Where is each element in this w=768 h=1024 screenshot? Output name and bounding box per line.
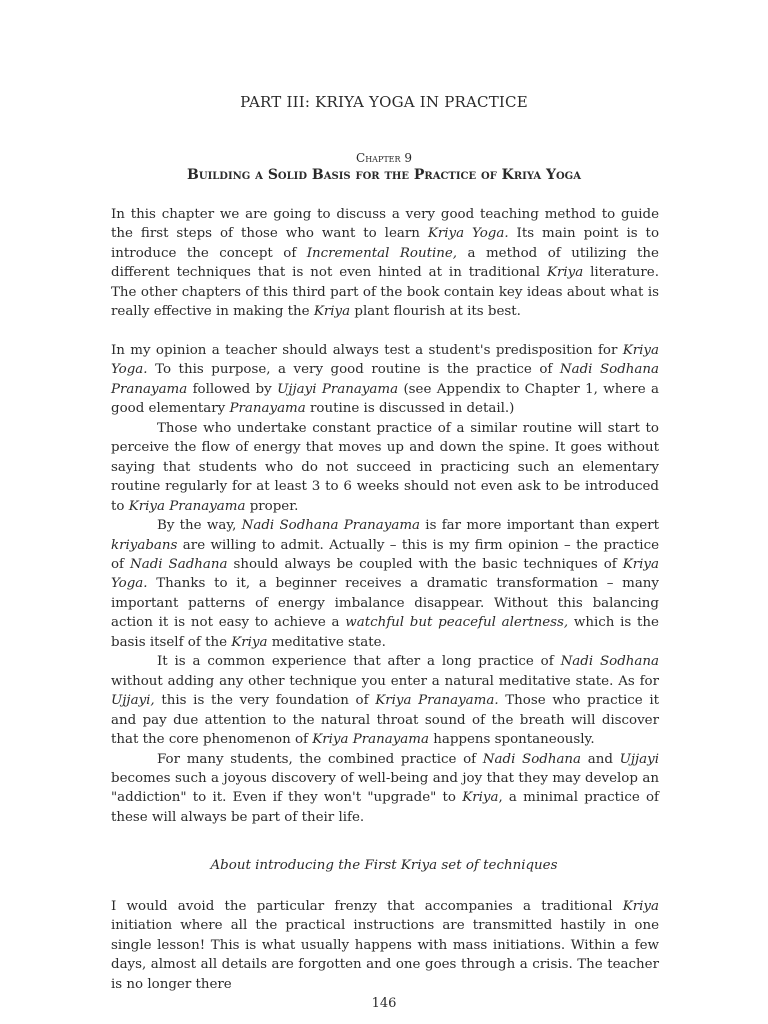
intro-paragraph-block <box>111 205 659 322</box>
italic-term: Pranayama <box>229 401 306 417</box>
paragraph: For many students, the combined practice of Nadi Sodhana and Ujjayi becomes such a joyous discovery of well-being and joy that they may develop an "addiction" to it. Even if they won't "upgrade" to Kriya, a minimal practice of these will always be part of their life. <box>111 751 659 825</box>
italic-term: Ujjayi <box>619 751 659 767</box>
italic-term: Kriya <box>313 304 351 320</box>
italic-term: Kriya <box>462 790 499 806</box>
italic-term: Kriya Pranayama <box>128 498 246 514</box>
italic-term: Kriya Pranayama. <box>375 693 499 709</box>
paragraph: By the way, Nadi Sodhana Pranayama is far more important than expert kriyabans are willing to admit. Actually – this is my firm opinion – the practice of Nadi Sadhana should always be coupled with the basic techniques of Kriya Yoga. Thanks to it, a beginner receives a dramatic transformation – many important patterns of energy imbalance disappear. Without this balancing action it is not easy to achieve a watchful but peaceful alertness, which is the basis itself of the Kriya meditative state. <box>111 518 659 650</box>
main-paragraph-block <box>111 341 659 827</box>
italic-term: Ujjayi, <box>111 693 155 709</box>
page-number: 146 <box>371 996 397 1011</box>
paragraph: Those who undertake constant practice of a similar routine will start to perceive the flow of energy that moves up and down the spine. It goes without saying that students who do not succeed in practicing such an elementary routine regularly for at least 3 to 6 weeks should not even ask to be introduced to Kriya Pranayama proper. <box>111 420 659 514</box>
italic-term: Kriya <box>231 634 268 650</box>
italic-term: Kriya Yoga. <box>111 343 659 378</box>
part-title: PART III: KRIYA YOGA IN PRACTICE <box>240 93 528 111</box>
italic-term: Kriya <box>546 265 584 281</box>
italic-term: Nadi Sadhana <box>130 556 228 572</box>
italic-term: Kriya Yoga. <box>427 226 509 242</box>
italic-term: kriyabans <box>111 537 178 553</box>
italic-term: watchful but peaceful alertness, <box>345 615 569 631</box>
paragraph: I would avoid the particular frenzy that accompanies a traditional Kriya initiation where all the practical instructions are transmitted hastily in one single lesson! This is what usually happens with mass initiations. Within a few days, almost all details are forgotten and one goes through a crisis. The teacher is no longer there <box>111 899 659 992</box>
final-paragraph-block <box>111 897 659 994</box>
italic-term: Nadi Sodhana <box>482 751 582 767</box>
chapter-label: Chapter 9 <box>356 151 412 165</box>
italic-term: Kriya <box>622 899 659 914</box>
italic-term: Nadi Sodhana <box>560 654 659 670</box>
paragraph: It is a common experience that after a long practice of Nadi Sodhana without adding any other technique you enter a natural meditative state. As for Ujjayi, this is the very foundation of Kriya Pranayama. Those who practice it and pay due attention to the natural throat sound of the breath will discover that the core phenomenon of Kriya Pranayama happens spontaneously. <box>111 654 660 748</box>
italic-term: Ujjayi Pranayama <box>277 381 399 397</box>
italic-term: Nadi Sodhana Pranayama <box>111 362 659 397</box>
italic-term: Kriya Pranayama <box>312 732 429 748</box>
italic-term: Kriya Yoga. <box>111 556 659 592</box>
paragraph: In this chapter we are going to discuss a very good teaching method to guide the first steps of those who want to learn Kriya Yoga. Its main point is to introduce the concept of Incremental Routine, a method of utilizing the different techniques that is not even hinted at in traditional Kriya literature. The other chapters of this third part of the book contain key ideas about what is really effective in making the Kriya plant flourish at its best. <box>111 207 659 320</box>
italic-term: Nadi Sodhana Pranayama <box>241 518 421 534</box>
section-subheading: About introducing the First Kriya set of techniques <box>210 858 558 873</box>
chapter-title: Building a Solid Basis for the Practice of Kriya Yoga <box>187 167 581 183</box>
paragraph: In my opinion a teacher should always test a student's predisposition for Kriya Yoga. To this purpose, a very good routine is the practice of Nadi Sodhana Pranayama followed by Ujjayi Pranayama (see Appendix to Chapter 1, where a good elementary Pranayama routine is discussed in detail.) <box>111 343 659 417</box>
italic-term: Incremental Routine, <box>306 245 458 261</box>
